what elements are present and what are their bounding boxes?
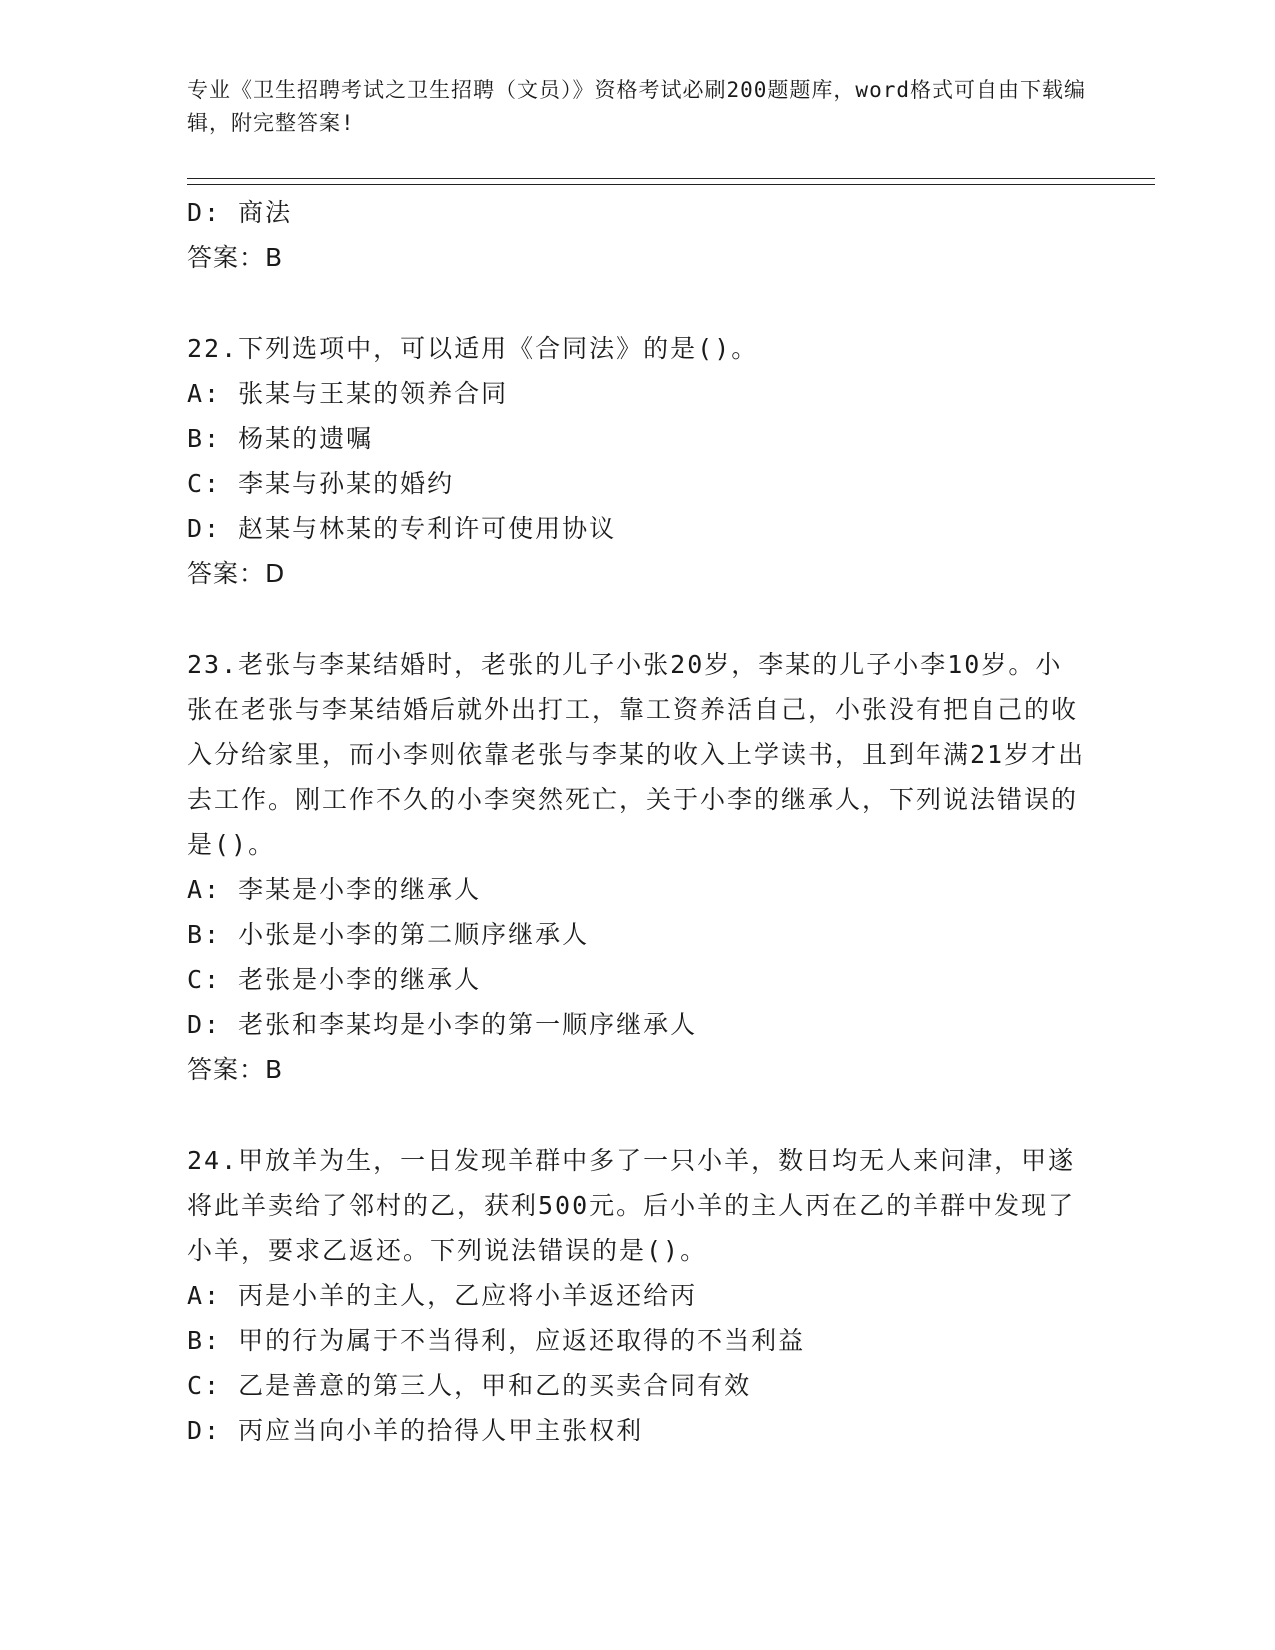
q23-option-b: B: 小张是小李的第二顺序继承人 <box>187 920 590 949</box>
question-22 <box>187 326 1087 596</box>
q23-option-d: D: 老张和李某均是小李的第一顺序继承人 <box>187 1010 698 1039</box>
q23-stem: 23.老张与李某结婚时，老张的儿子小张20岁，李某的儿子小李10岁。小张在老张与李某结婚后就外出打工，靠工资养活自己，小张没有把自己的收入分给家里，而小李则依靠老张与李某的收入上学读书，且到年满21岁才出去工作。刚工作不久的小李突然死亡，关于小李的继承人，下列说法错误的是()。 <box>187 650 1086 859</box>
header-title: 专业《卫生招聘考试之卫生招聘（文员）》资格考试必刷200题题库，word格式可自由下载编辑，附完整答案! <box>187 78 1086 135</box>
q22-option-c: C: 李某与孙某的婚约 <box>187 469 455 498</box>
q22-option-d: D: 赵某与林某的专利许可使用协议 <box>187 514 617 543</box>
q22-option-a: A: 张某与王某的领养合同 <box>187 379 509 408</box>
spacer <box>187 596 1087 642</box>
q23-option-c: C: 老张是小李的继承人 <box>187 965 482 994</box>
spacer <box>187 1092 1087 1138</box>
q23-option-a: A: 李某是小李的继承人 <box>187 875 482 904</box>
q24-stem: 24.甲放羊为生，一日发现羊群中多了一只小羊，数日均无人来问津，甲遂将此羊卖给了邻村的乙，获利500元。后小羊的主人丙在乙的羊群中发现了小羊，要求乙返还。下列说法错误的是()。 <box>187 1146 1076 1265</box>
q22-stem: 22.下列选项中，可以适用《合同法》的是()。 <box>187 334 759 363</box>
q22-option-b: B: 杨某的遗嘱 <box>187 424 374 453</box>
spacer <box>187 280 1087 326</box>
q24-option-c: C: 乙是善意的第三人，甲和乙的买卖合同有效 <box>187 1371 752 1400</box>
q24-option-b: B: 甲的行为属于不当得利，应返还取得的不当利益 <box>187 1326 806 1355</box>
q24-option-a: A: 丙是小羊的主人，乙应将小羊返还给丙 <box>187 1281 698 1310</box>
question-content <box>187 190 1087 1453</box>
question-21-tail <box>187 190 1087 280</box>
question-23 <box>187 642 1087 1092</box>
q22-answer: 答案：D <box>187 559 286 588</box>
header-double-rule <box>187 178 1155 185</box>
q23-answer: 答案：B <box>187 1055 284 1084</box>
q24-option-d: D: 丙应当向小羊的拾得人甲主张权利 <box>187 1416 644 1445</box>
q21-option-d: D: 商法 <box>187 198 293 227</box>
q21-answer: 答案：B <box>187 243 284 272</box>
page-header <box>187 74 1087 140</box>
question-24 <box>187 1138 1087 1453</box>
